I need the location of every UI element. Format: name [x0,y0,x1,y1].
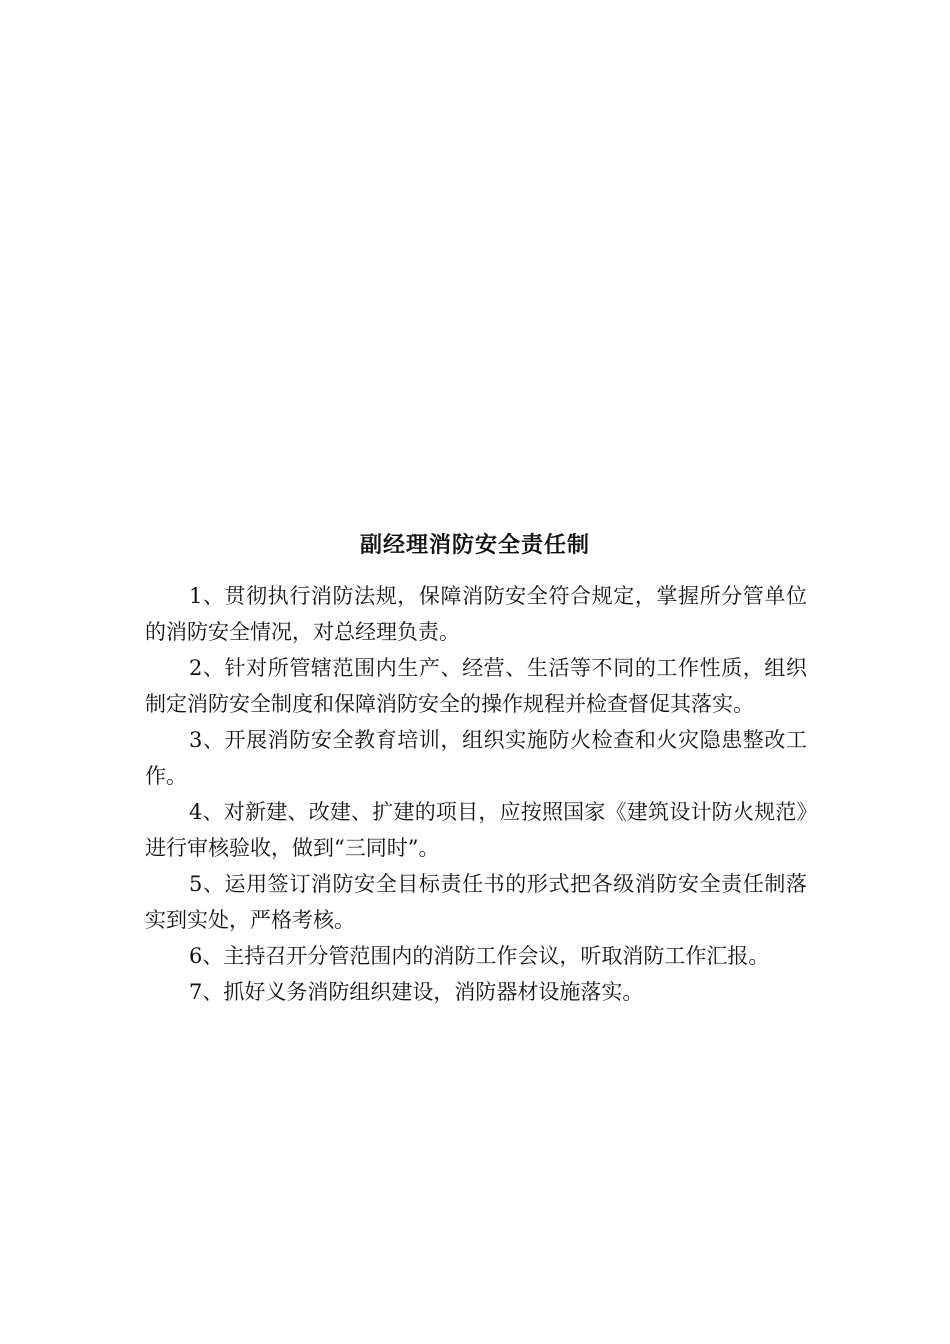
paragraph-7: 7、抓好义务消防组织建设，消防器材设施落实。 [189,980,644,1004]
paragraph-3: 3、开展消防安全教育培训，组织实施防火检查和火灾隐患整改工作。 [145,728,807,788]
paragraph-2: 2、针对所管辖范围内生产、经营、生活等不同的工作性质，组织制定消防安全制度和保障消防安全的操作规程并检查督促其落实。 [145,656,807,716]
paragraph-4: 4、对新建、改建、扩建的项目，应按照国家《建筑设计防火规范》进行审核验收，做到“三同时”。 [145,800,807,860]
paragraph-5: 5、运用签订消防安全目标责任书的形式把各级消防安全责任制落实到实处，严格考核。 [145,872,807,932]
paragraph-1: 1、贯彻执行消防法规，保障消防安全符合规定，掌握所分管单位的消防安全情况，对总经理负责。 [145,584,807,644]
document-title: 副经理消防安全责任制 [359,533,590,558]
paragraph-6: 6、主持召开分管范围内的消防工作会议，听取消防工作汇报。 [189,944,770,968]
document-body [145,578,807,1010]
